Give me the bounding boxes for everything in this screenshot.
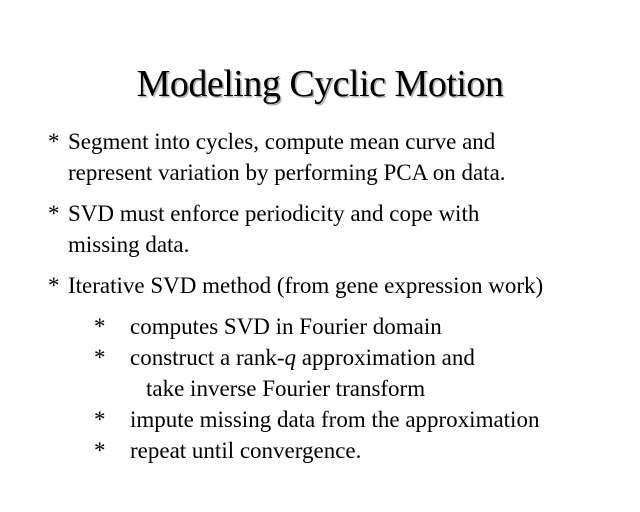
slide-body	[48, 126, 628, 466]
sub-bullet-text-part: construct a rank-	[130, 345, 285, 370]
bullet-marker: *	[48, 273, 60, 298]
sub-bullet-marker: *	[94, 438, 106, 463]
sub-bullet-marker: *	[94, 345, 106, 370]
sub-bullet-marker: *	[94, 314, 106, 339]
sub-bullet-item	[48, 342, 628, 404]
sub-bullet-item	[48, 435, 628, 466]
bullet-text-line: missing data.	[68, 232, 190, 257]
sub-bullet-text	[130, 342, 628, 373]
sub-bullet-marker: *	[94, 407, 106, 432]
sub-bullet-item	[48, 311, 628, 342]
sub-bullet-text-part: approximation and	[296, 345, 475, 370]
bullet-item	[48, 198, 628, 260]
bullet-marker: *	[48, 201, 60, 226]
sub-bullet-text: repeat until convergence.	[130, 438, 362, 463]
sub-bullet-text: impute missing data from the approximation	[130, 407, 540, 432]
bullet-item	[48, 126, 628, 188]
sub-bullet-item	[48, 404, 628, 435]
sub-bullet-continuation: take inverse Fourier transform	[146, 376, 426, 401]
italic-variable: q	[284, 345, 297, 370]
bullet-text-line: SVD must enforce periodicity and cope with	[68, 201, 480, 226]
bullet-text-line: Iterative SVD method (from gene expression work)	[68, 273, 544, 298]
bullet-text-line: represent variation by performing PCA on data.	[68, 160, 506, 185]
sub-bullet-text: computes SVD in Fourier domain	[130, 314, 442, 339]
bullet-text-line: Segment into cycles, compute mean curve and	[68, 129, 496, 154]
bullet-marker: *	[48, 129, 60, 154]
sub-bullet-list	[48, 311, 628, 466]
bullet-item	[48, 270, 628, 301]
slide-title: Modeling Cyclic Motion	[136, 63, 504, 105]
